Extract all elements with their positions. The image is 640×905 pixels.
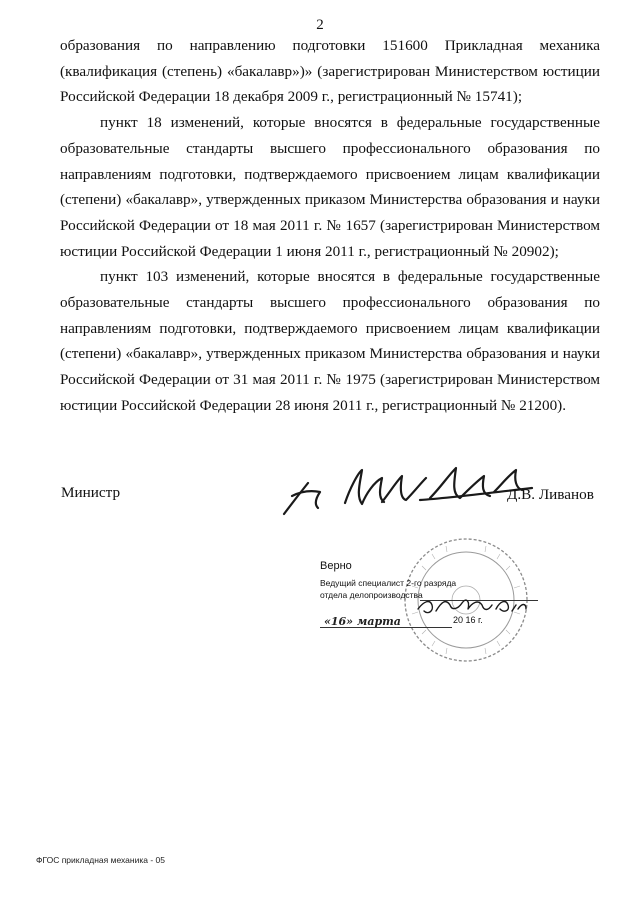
footer-label: ФГОС прикладная механика - 05 — [36, 855, 165, 865]
signatory-title: Министр — [61, 484, 121, 501]
certification-date-day: «16» марта — [324, 615, 401, 628]
certification-position-line1: Ведущий специалист 2-го разряда — [320, 578, 457, 588]
certification-position-line2: отдела делопроизводства — [320, 590, 423, 600]
certification-year: 20 16 г. — [453, 615, 483, 625]
document-body — [60, 33, 600, 419]
certifier-signature-image — [388, 575, 538, 635]
paragraph-3: пункт 103 изменений, которые вносятся в федеральные государственные образовательные стандарты высшего профессионального образования по направлениям подготовки, подтверждаемого присвоением лицам квалификации (степени) «бакалавр», утвержденных приказом Министерства образования и науки Российской Федерации от 31 мая 2011 г. № 1975 (зарегистрирован Министерством юстиции Российской Федерации 28 июня 2011 г., регистрационный № 21200). — [60, 268, 600, 414]
signatory-name: Д.В. Ливанов — [507, 486, 594, 503]
paragraph-1: образования по направлению подготовки 151600 Прикладная механика (квалификация (степень) «бакалавр»)» (зарегистрирован Министерством юстиции Российской Федерации 18 декабря 2009 г., регистрационный № 15741); — [60, 37, 600, 106]
page-number: 2 — [316, 17, 324, 33]
certification-verno: Верно — [320, 560, 352, 572]
paragraph-2: пункт 18 изменений, которые вносятся в федеральные государственные образовательные стандарты высшего профессионального образования по направлениям подготовки, подтверждаемого присвоением лицам квалификации (степени) «бакалавр», утвержденных приказом Министерства образования и науки Российской Федерации от 18 мая 2011 г. № 1657 (зарегистрирован Министерством юстиции Российской Федерации 1 июня 2011 г., регистрационный № 20902); — [60, 114, 600, 260]
